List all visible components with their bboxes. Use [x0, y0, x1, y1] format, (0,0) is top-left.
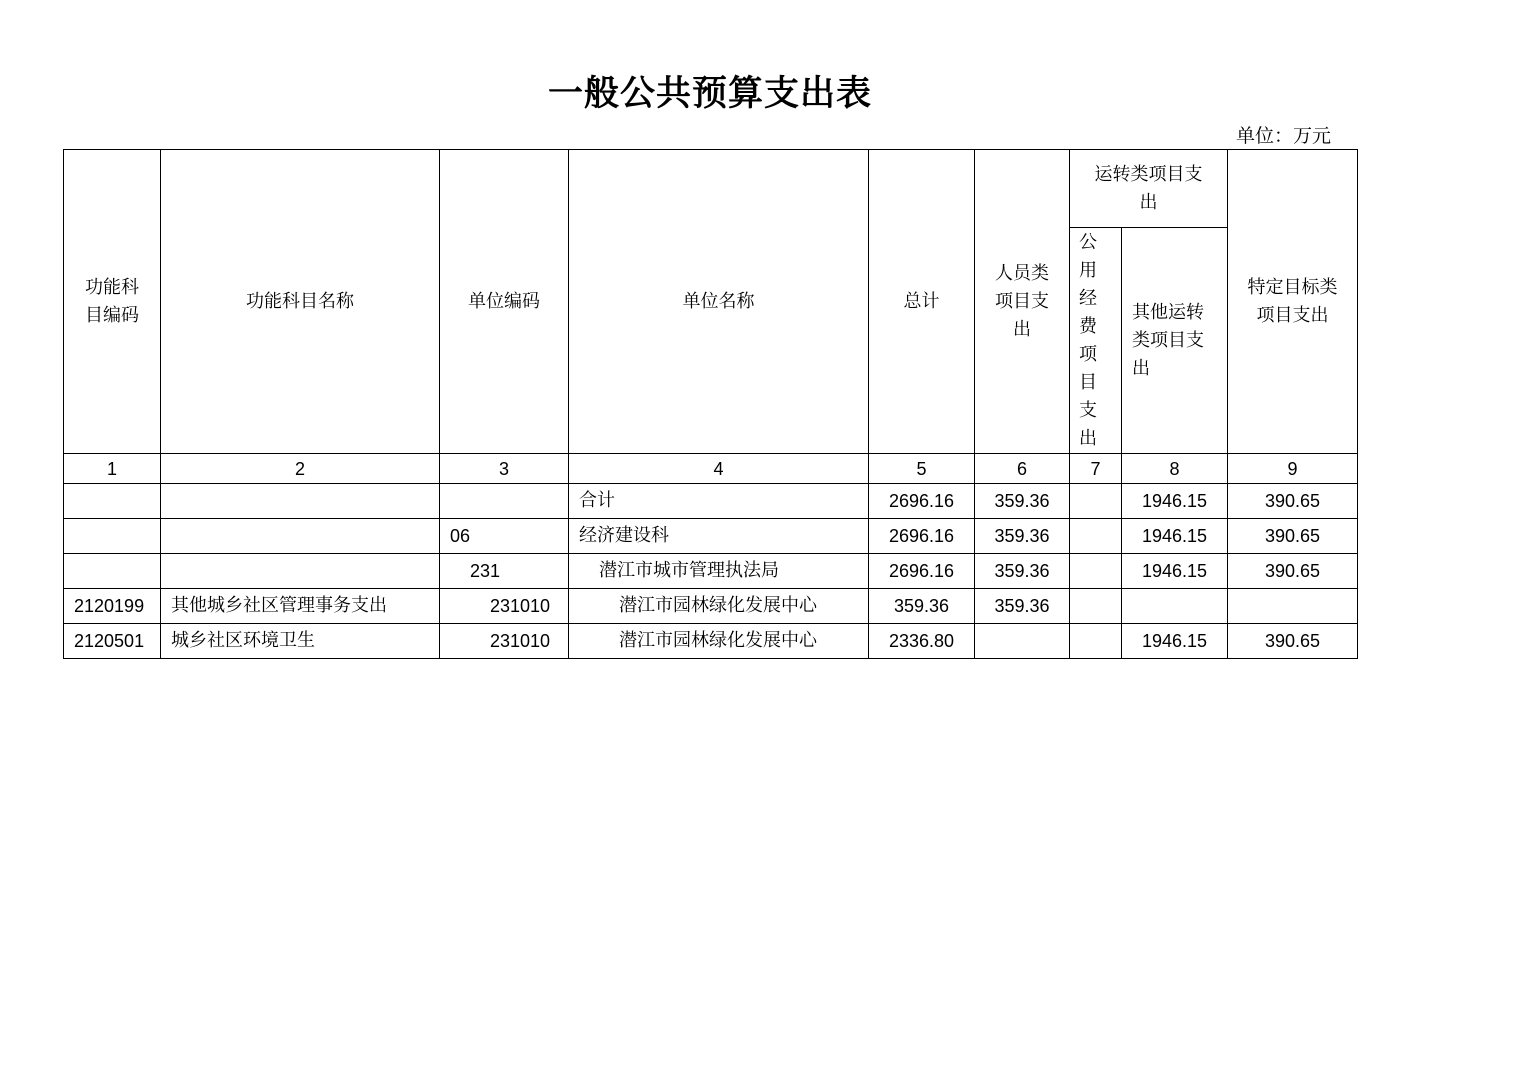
cell-public-funds	[1070, 484, 1122, 519]
cell-unit-code: 231	[440, 554, 569, 589]
column-number: 9	[1228, 454, 1358, 484]
column-number: 3	[440, 454, 569, 484]
header-func-name: 功能科目名称	[161, 150, 440, 454]
cell-total: 2336.80	[869, 624, 975, 659]
header-operation-group: 运转类项目支 出	[1070, 150, 1228, 228]
column-number: 4	[569, 454, 869, 484]
column-number: 1	[64, 454, 161, 484]
column-number: 7	[1070, 454, 1122, 484]
cell-total: 2696.16	[869, 484, 975, 519]
header-public-funds: 公 用 经 费 项 目 支 出	[1070, 228, 1122, 454]
budget-table	[63, 149, 1358, 659]
cell-other-operation: 1946.15	[1122, 484, 1228, 519]
cell-func-name	[161, 519, 440, 554]
cell-func-name: 其他城乡社区管理事务支出	[161, 589, 440, 624]
header-unit-code: 单位编码	[440, 150, 569, 454]
column-number: 6	[975, 454, 1070, 484]
cell-func-code: 2120199	[64, 589, 161, 624]
cell-other-operation: 1946.15	[1122, 519, 1228, 554]
unit-label: 单位：万元	[1236, 125, 1332, 147]
cell-specific: 390.65	[1228, 519, 1358, 554]
column-number: 2	[161, 454, 440, 484]
cell-func-name	[161, 554, 440, 589]
page-title: 一般公共预算支出表	[547, 74, 872, 114]
cell-personnel: 359.36	[975, 519, 1070, 554]
cell-unit-code	[440, 484, 569, 519]
header-personnel: 人员类 项目支 出	[975, 150, 1070, 454]
cell-other-operation: 1946.15	[1122, 554, 1228, 589]
table-row	[64, 554, 1358, 589]
cell-unit-name: 潜江市园林绿化发展中心	[569, 624, 869, 659]
cell-specific: 390.65	[1228, 554, 1358, 589]
cell-total: 2696.16	[869, 554, 975, 589]
cell-public-funds	[1070, 589, 1122, 624]
cell-specific	[1228, 589, 1358, 624]
cell-unit-name: 合计	[569, 484, 869, 519]
cell-specific: 390.65	[1228, 484, 1358, 519]
table-row	[64, 519, 1358, 554]
cell-unit-name: 潜江市园林绿化发展中心	[569, 589, 869, 624]
column-number: 8	[1122, 454, 1228, 484]
cell-total: 359.36	[869, 589, 975, 624]
cell-personnel: 359.36	[975, 484, 1070, 519]
cell-personnel: 359.36	[975, 589, 1070, 624]
cell-func-code: 2120501	[64, 624, 161, 659]
cell-func-code	[64, 554, 161, 589]
cell-public-funds	[1070, 624, 1122, 659]
table-row	[64, 589, 1358, 624]
cell-personnel: 359.36	[975, 554, 1070, 589]
cell-unit-code: 06	[440, 519, 569, 554]
cell-total: 2696.16	[869, 519, 975, 554]
cell-personnel	[975, 624, 1070, 659]
cell-func-code	[64, 484, 161, 519]
cell-public-funds	[1070, 519, 1122, 554]
cell-other-operation	[1122, 589, 1228, 624]
table-row	[64, 624, 1358, 659]
cell-unit-code: 231010	[440, 589, 569, 624]
header-other-operation: 其他运转 类项目支 出	[1122, 228, 1228, 454]
header-func-code: 功能科 目编码	[64, 150, 161, 454]
table-row	[64, 484, 1358, 519]
cell-func-code	[64, 519, 161, 554]
column-number-row	[64, 454, 1358, 484]
header-unit-name: 单位名称	[569, 150, 869, 454]
cell-unit-name: 潜江市城市管理执法局	[569, 554, 869, 589]
cell-public-funds	[1070, 554, 1122, 589]
cell-other-operation: 1946.15	[1122, 624, 1228, 659]
cell-unit-code: 231010	[440, 624, 569, 659]
cell-func-name: 城乡社区环境卫生	[161, 624, 440, 659]
cell-specific: 390.65	[1228, 624, 1358, 659]
header-total: 总计	[869, 150, 975, 454]
cell-unit-name: 经济建设科	[569, 519, 869, 554]
cell-func-name	[161, 484, 440, 519]
column-number: 5	[869, 454, 975, 484]
header-specific: 特定目标类 项目支出	[1228, 150, 1358, 454]
